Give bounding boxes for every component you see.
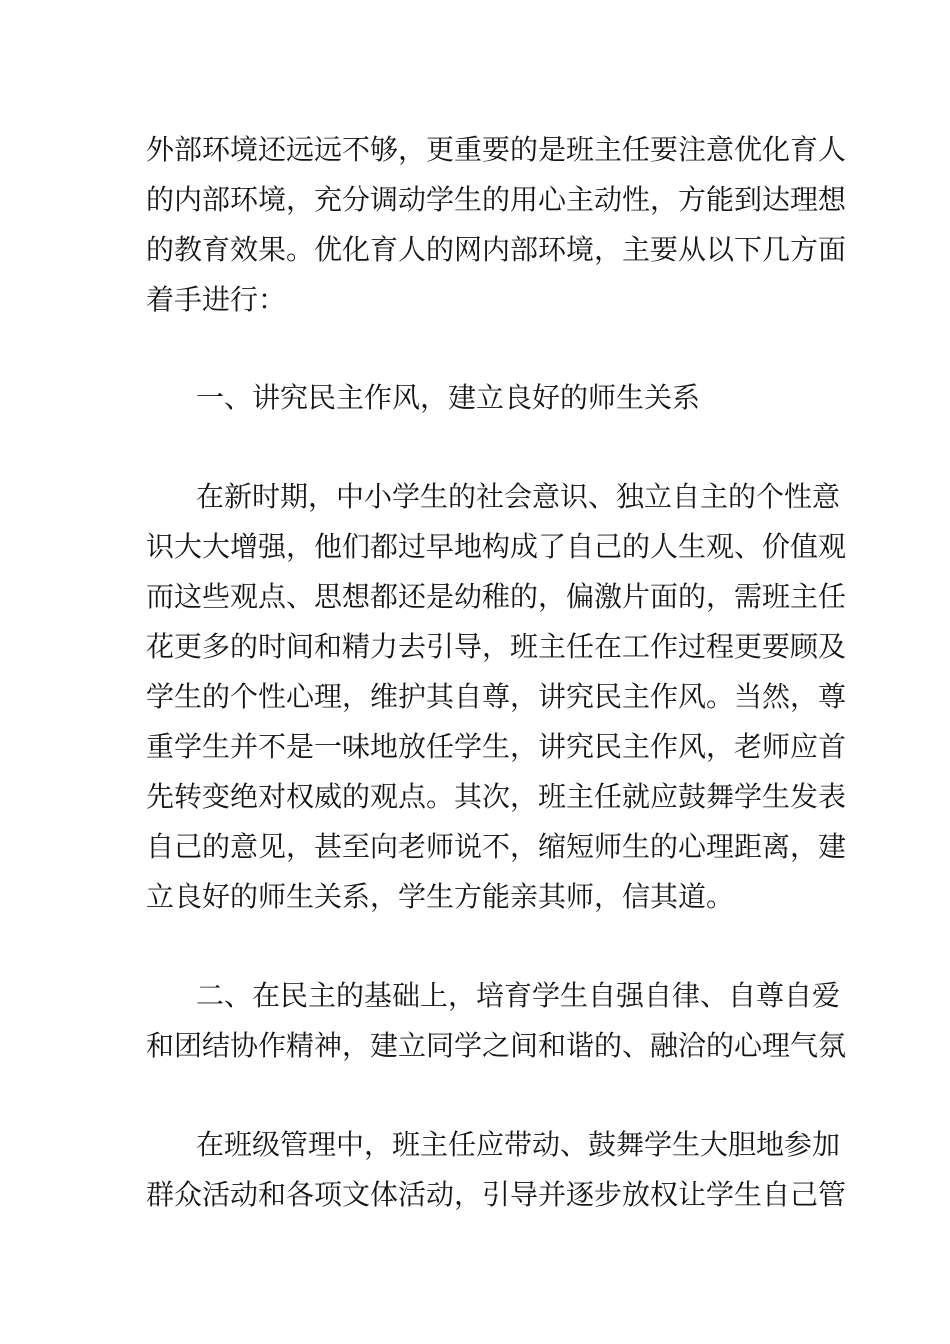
section-heading: 和团结协作精神，建立同学之间和谐的、融洽的心理气氛 bbox=[146, 1029, 847, 1062]
section-heading: 一、讲究民主作风，建立良好的师生关系 bbox=[196, 381, 701, 414]
paragraph-line: 学生的个性心理，维护其自尊，讲究民主作风。当然，尊 bbox=[146, 680, 847, 713]
paragraph-line: 外部环境还远远不够，更重要的是班主任要注意优化育人 bbox=[146, 133, 847, 166]
paragraph-line: 在新时期，中小学生的社会意识、独立自主的个性意 bbox=[196, 480, 841, 513]
paragraph-line: 的教育效果。优化育人的网内部环境，主要从以下几方面 bbox=[146, 233, 847, 266]
paragraph-line: 着手进行： bbox=[146, 283, 287, 316]
paragraph-line: 花更多的时间和精力去引导，班主任在工作过程更要顾及 bbox=[146, 630, 847, 663]
paragraph-line: 识大大增强，他们都过早地构成了自己的人生观、价值观 bbox=[146, 530, 847, 563]
paragraph-line: 立良好的师生关系，学生方能亲其师，信其道。 bbox=[146, 880, 735, 913]
paragraph-line: 群众活动和各项文体活动，引导并逐步放权让学生自己管 bbox=[146, 1178, 847, 1211]
section-heading: 二、在民主的基础上，培育学生自强自律、自尊自爱 bbox=[196, 979, 841, 1012]
paragraph-line: 先转变绝对权威的观点。其次，班主任就应鼓舞学生发表 bbox=[146, 780, 847, 813]
paragraph-line: 在班级管理中，班主任应带动、鼓舞学生大胆地参加 bbox=[196, 1128, 841, 1161]
paragraph-line: 重学生并不是一味地放任学生，讲究民主作风，老师应首 bbox=[146, 730, 847, 763]
paragraph-line: 自己的意见，甚至向老师说不，缩短师生的心理距离，建 bbox=[146, 830, 847, 863]
paragraph-line: 而这些观点、思想都还是幼稚的，偏激片面的，需班主任 bbox=[146, 580, 847, 613]
paragraph-line: 的内部环境，充分调动学生的用心主动性，方能到达理想 bbox=[146, 183, 847, 216]
